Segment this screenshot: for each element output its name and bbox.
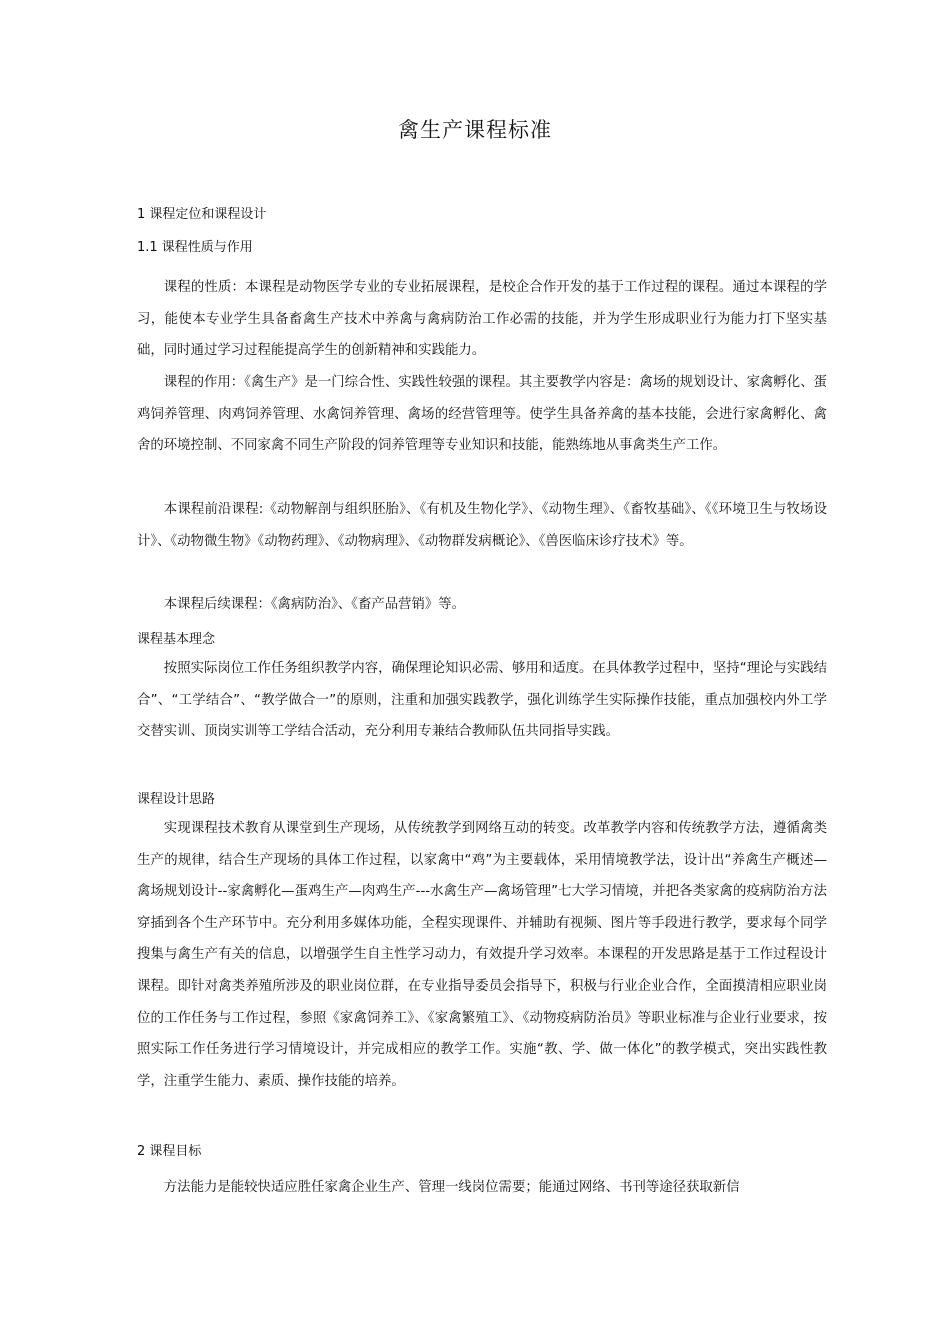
paragraph-course-goals: 方法能力是能较快适应胜任家禽企业生产、管理一线岗位需要；能通过网络、书刊等途径获取新信 bbox=[163, 1180, 740, 1195]
paragraph-course-concept: 按照实际岗位工作任务组织教学内容，确保理论知识必需、够用和适度。在具体教学过程中，坚持“理论与实践结合”、“工学结合”、“教学做合一”的原则，注重和加强实践教学，强化训练学生实际操作技能，重点加强校内外工学交替实训、顶岗实训等工学结合活动，充分利用专兼结合教师队伍共同指导实践。 bbox=[137, 661, 827, 740]
paragraph-followup-courses: 本课程后续课程：《禽病防治》、《畜产品营销》等。 bbox=[163, 597, 466, 612]
paragraph-course-design: 实现课程技术教育从课堂到生产现场，从传统教学到网络互动的转变。改革教学内容和传统教学方法，遵循禽类生产的规律，结合生产现场的具体工作过程，以家禽中“鸡”为主要载体，采用情境教学法，设计出“养禽生产概述—禽场规划设计--家禽孵化—蛋鸡生产—肉鸡生产---水禽生产—禽场管理”七大学习情境，并把各类家禽的疫病防治方法穿插到各个生产环节中。充分利用多媒体功能，全程实现课件、并辅助有视频、图片等手段进行教学，要求每个同学搜集与禽生产有关的信息，以增强学生自主性学习动力，有效提升学习效率。本课程的开发思路是基于工作过程设计课程。即针对禽类养殖所涉及的职业岗位群，在专业指导委员会指导下，积极与行业企业合作，全面摸清相应职业岗位的工作任务与工作过程，参照《家禽饲养工》、《家禽繁殖工》、《动物疫病防治员》等职业标准与企业行业要求，按照实际工作任务进行学习情境设计，并完成相应的教学工作。实施“教、学、做一体化”的教学模式，突出实践性教学，注重学生能力、素质、操作技能的培养。 bbox=[137, 821, 827, 1089]
concept-heading: 课程基本理念 bbox=[137, 632, 216, 647]
section-1-heading: 1 课程定位和课程设计 bbox=[137, 207, 267, 222]
section-1-1-heading: 1.1 课程性质与作用 bbox=[137, 240, 253, 255]
paragraph-course-role: 课程的作用：《禽生产》是一门综合性、实践性较强的课程。其主要教学内容是：禽场的规划设计、家禽孵化、蛋鸡饲养管理、肉鸡饲养管理、水禽饲养管理、禽场的经营管理等。使学生具备养禽的基本技能，会进行家禽孵化、禽舍的环境控制、不同家禽不同生产阶段的饲养管理等专业知识和技能，能熟练地从事禽类生产工作。 bbox=[137, 375, 827, 454]
paragraph-prerequisite-courses: 本课程前沿课程:《动物解剖与组织胚胎》、《有机及生物化学》、《动物生理》、《畜牧基础》、《《环境卫生与牧场设计》、《动物微生物》《动物药理》、《动物病理》、《动物群发病概论》、《兽医临床诊疗技术》等。 bbox=[137, 502, 827, 549]
document-title: 禽生产课程标准 bbox=[398, 118, 552, 142]
section-2-heading: 2 课程目标 bbox=[137, 1144, 202, 1159]
design-heading: 课程设计思路 bbox=[137, 792, 216, 807]
paragraph-course-nature: 课程的性质：本课程是动物医学专业的专业拓展课程，是校企合作开发的基于工作过程的课程。通过本课程的学习，能使本专业学生具备畜禽生产技术中养禽与禽病防治工作必需的技能，并为学生形成职业行为能力打下坚实基础，同时通过学习过程能提高学生的创新精神和实践能力。 bbox=[137, 280, 827, 359]
